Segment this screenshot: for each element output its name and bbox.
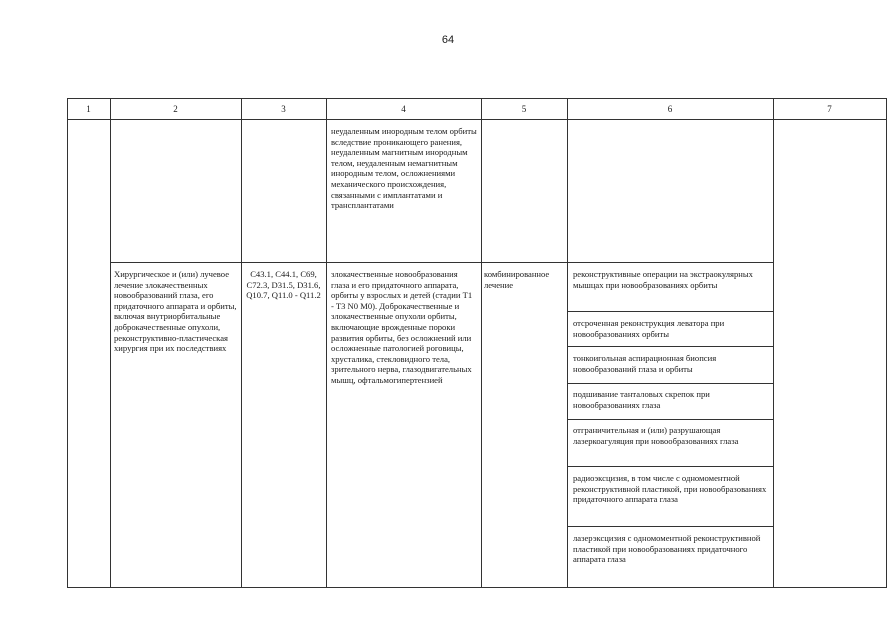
- col-header-3: 3: [281, 104, 286, 114]
- method-item: радиоэксцизия, в том числе с одномоментной реконструктивной пластикой, при новообразованиях придаточного аппарата глаза: [573, 473, 767, 505]
- page-number: 64: [441, 34, 455, 46]
- icd-codes-text: C43.1, C44.1, C69, C72.3, D31.5, D31.6, Q10.7, Q11.0 - Q11.2: [246, 269, 321, 301]
- col-header-7: 7: [827, 104, 832, 114]
- method-item: отграничительная и (или) разрушающая лазеркоагуляция при новообразованиях глаза: [573, 425, 739, 446]
- method-item: отсроченная реконструкция леватора при новообразованиях орбиты: [573, 318, 725, 339]
- method-item: подшивание танталовых скрепок при новообразованиях глаза: [573, 389, 710, 410]
- method-item: лазерэксцизия с одномоментной реконструктивной пластикой при новообразованиях придаточного аппарата глаза: [573, 533, 761, 565]
- diagnosis-text: злокачественные новообразования глаза и его придаточного аппарата, орбиты у взрослых и детей (стадии T1 - T3 N0 M0). Доброкачественные и злокачественные опухоли орбиты, включающие врожденные пороки развития орбиты, без осложнений или осложненные патологией роговицы, хрусталика, стекловидного тела, зрительного нерва, глазодвигательных мышц, офтальмогипертензией: [331, 269, 473, 385]
- treatment-profile-text: Хирургическое и (или) лучевое лечение злокачественных новообразований глаза, его придаточного аппарата и орбиты, включая внутриорбитальные доброкачественные опухоли, реконструктивно-пластическая хирургия при их последствиях: [114, 269, 237, 354]
- col-header-4: 4: [401, 104, 406, 114]
- method-item: реконструктивные операции на экстраокулярных мышцах при новообразованиях орбиты: [573, 269, 753, 290]
- col-header-5: 5: [521, 104, 527, 114]
- col-header-1: 1: [86, 104, 91, 114]
- method-item: тонкоигольная аспирационная биопсия новообразований глаза и орбиты: [573, 353, 717, 374]
- col-header-6: 6: [667, 104, 673, 114]
- continuation-diagnosis-text: неудаленным инородным телом орбиты вследствие проникающего ранения, неудаленным магнитным инородным телом, неудаленным немагнитным инородным телом, осложнениями механического происхождения, связанными с имплантатами и трансплантатами: [331, 126, 477, 211]
- col-header-2: 2: [173, 104, 178, 114]
- treatment-type-text: комбинированное лечение: [484, 269, 550, 290]
